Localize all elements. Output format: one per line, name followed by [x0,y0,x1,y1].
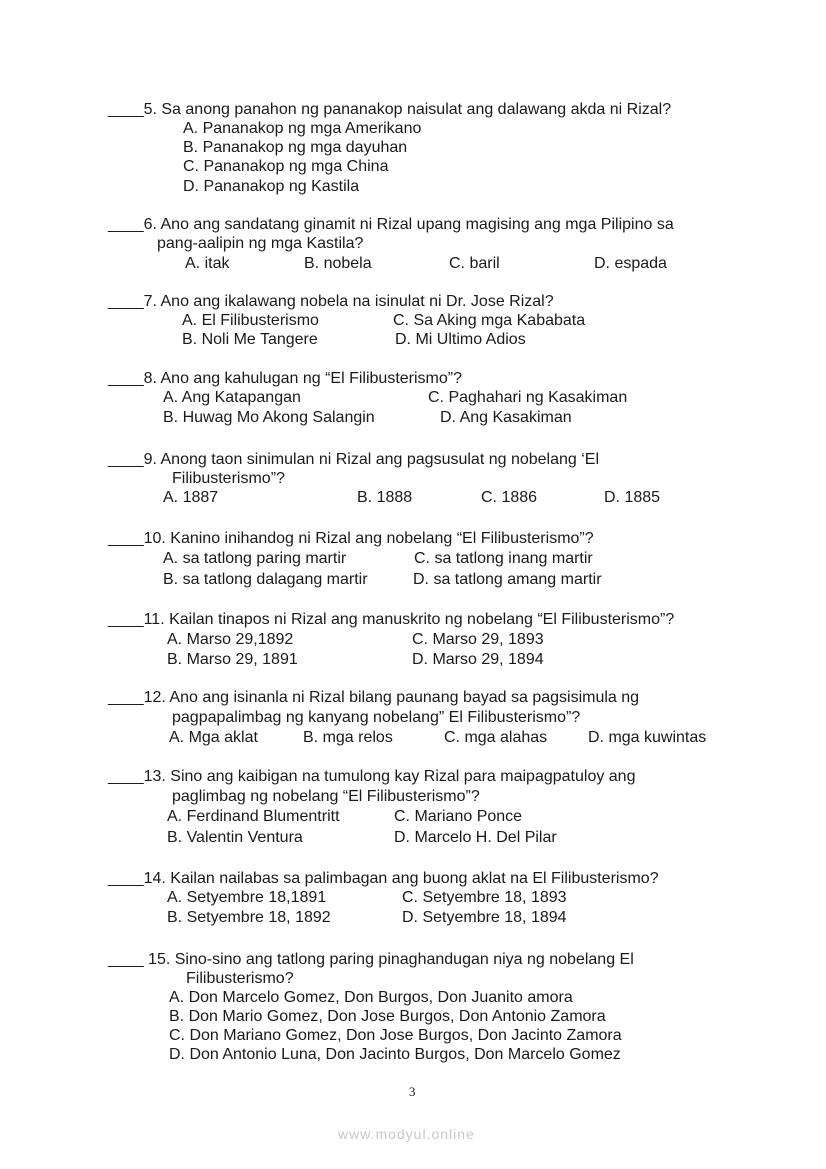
question-11: ____11. Kailan tinapos ni Rizal ang manuskrito ng nobelang “El Filibusterismo”? [108,611,675,628]
option-d: D. Pananakop ng Kastila [183,178,360,195]
option-c: C. mga alahas [444,729,548,746]
option-d: D. Marcelo H. Del Pilar [394,829,557,846]
question-13-continuation: paglimbag ng nobelang “El Filibusterismo”? [172,788,480,805]
question-12-continuation: pagpapalimbag ng kanyang nobelang” El Filibusterismo”? [172,709,581,726]
option-d: D. Marso 29, 1894 [412,651,544,668]
question-10: ____10. Kanino inihandog ni Rizal ang nobelang “El Filibusterismo”? [108,530,594,547]
watermark: www.modyul.online [338,1126,475,1142]
option-b: B. nobela [304,255,372,272]
question-9: ____9. Anong taon sinimulan ni Rizal ang pagsusulat ng nobelang ‘El [108,451,600,468]
option-b: B. sa tatlong dalagang martir [163,571,368,588]
question-5: ____5. Sa anong panahon ng pananakop naisulat ang dalawang akda ni Rizal? [108,101,672,118]
option-d: D. Don Antonio Luna, Don Jacinto Burgos, Don Marcelo Gomez [169,1046,621,1063]
option-d: D. 1885 [604,489,661,506]
option-c: C. Marso 29, 1893 [412,631,544,648]
option-b: B. Pananakop ng mga dayuhan [183,139,408,156]
option-d: D. Mi Ultimo Adios [395,331,526,348]
option-a: A. itak [185,255,230,272]
option-b: B. Noli Me Tangere [182,331,318,348]
option-b: B. Valentin Ventura [167,829,303,846]
question-9-continuation: Filibusterismo”? [172,470,285,487]
question-15: ____ 15. Sino-sino ang tatlong paring pinaghandugan niya ng nobelang El [108,951,634,968]
option-b: B. Setyembre 18, 1892 [167,909,331,926]
option-c: C. Pananakop ng mga China [183,158,389,175]
question-8: ____8. Ano ang kahulugan ng “El Filibusterismo”? [108,370,462,387]
option-c: C. baril [449,255,500,272]
option-a: A. Don Marcelo Gomez, Don Burgos, Don Juanito amora [169,989,573,1006]
option-d: D. sa tatlong amang martir [413,571,602,588]
question-6-continuation: pang-aalipin ng mga Kastila? [157,235,364,252]
page-number: 3 [409,1084,416,1099]
option-c: C. Mariano Ponce [394,808,523,825]
option-c: C. Don Mariano Gomez, Don Jose Burgos, Don Jacinto Zamora [169,1027,622,1044]
option-d: D. Ang Kasakiman [440,409,572,426]
option-c: C. sa tatlong inang martir [414,550,593,567]
option-b: B. Don Mario Gomez, Don Jose Burgos, Don Antonio Zamora [169,1008,606,1025]
question-12: ____12. Ano ang isinanla ni Rizal bilang paunang bayad sa pagsisimula ng [108,689,640,706]
option-a: A. sa tatlong paring martir [163,550,347,567]
option-b: B. mga relos [303,729,393,746]
question-14: ____14. Kailan nailabas sa palimbagan ang buong aklat na El Filibusterismo? [108,870,659,887]
option-d: D. mga kuwintas [588,729,707,746]
question-15-continuation: Filibusterismo? [186,970,294,987]
option-c: C. Paghahari ng Kasakiman [428,389,628,406]
option-a: A. Ang Katapangan [163,389,301,406]
option-c: C. 1886 [481,489,538,506]
option-a: A. 1887 [163,489,219,506]
question-6: ____6. Ano ang sandatang ginamit ni Rizal upang magising ang mga Pilipino sa [108,216,674,233]
option-b: B. Marso 29, 1891 [167,651,298,668]
option-a: A. Pananakop ng mga Amerikano [183,120,422,137]
option-a: A. Ferdinand Blumentritt [167,808,340,825]
option-c: C. Sa Aking mga Kababata [393,312,586,329]
question-13: ____13. Sino ang kaibigan na tumulong kay Rizal para maipagpatuloy ang [108,768,636,785]
option-b: B. Huwag Mo Akong Salangin [163,409,375,426]
option-a: A. Mga aklat [169,729,258,746]
option-a: A. El Filibusterismo [182,312,319,329]
option-b: B. 1888 [357,489,413,506]
option-a: A. Setyembre 18,1891 [167,889,327,906]
option-d: D. espada [594,255,667,272]
option-c: C. Setyembre 18, 1893 [402,889,567,906]
question-7: ____7. Ano ang ikalawang nobela na isinulat ni Dr. Jose Rizal? [108,293,554,310]
option-a: A. Marso 29,1892 [167,631,294,648]
option-d: D. Setyembre 18, 1894 [402,909,567,926]
